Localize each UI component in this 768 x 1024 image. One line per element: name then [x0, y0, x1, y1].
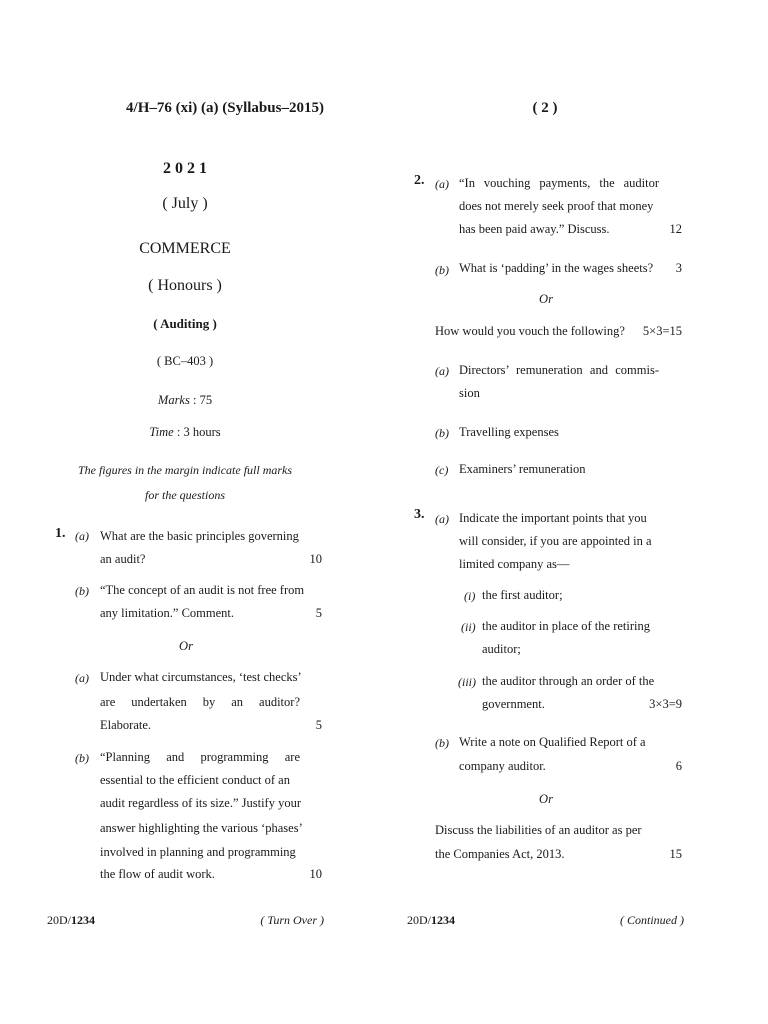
honours-label: ( Honours )	[148, 277, 222, 294]
q2-intro: How would you vouch the following?	[435, 324, 625, 338]
q2b-marks: 3	[675, 261, 682, 275]
paper-code: ( BC–403 )	[156, 354, 214, 368]
q1b2-line-6: the flow of audit work.	[100, 867, 215, 881]
q1a2-line-3: Elaborate.	[100, 718, 152, 732]
question-1-number: 1.	[55, 526, 66, 541]
subject-title: COMMERCE	[139, 240, 231, 257]
q1a-line-1: What are the basic principles governing	[100, 529, 299, 543]
q3a-line-3: limited company as—	[459, 557, 570, 571]
q3c-line-2: the Companies Act, 2013.	[435, 847, 565, 861]
q1a2-label: (a)	[75, 671, 89, 685]
q3a-marks: 3×3=9	[649, 697, 682, 711]
exam-year: 2 0 2 1	[163, 160, 207, 177]
q3a-ii-line-2: auditor;	[482, 642, 521, 656]
q1b-marks: 5	[315, 606, 322, 620]
left-footer-code	[47, 913, 95, 928]
right-footer-code-prefix: 20D/	[407, 913, 431, 927]
marks-value: : 75	[189, 393, 213, 407]
q1-or: Or	[179, 639, 193, 653]
paper-title: ( Auditing )	[153, 316, 217, 331]
q1b-line-2: any limitation.” Comment.	[100, 606, 235, 620]
q3a-ii-label: (ii)	[461, 620, 476, 634]
q2a2-line-2: sion	[459, 386, 480, 400]
time-label: Time	[149, 425, 174, 439]
marks-info	[100, 393, 270, 408]
marks-label: Marks	[157, 393, 190, 407]
q1b2-marks: 10	[309, 867, 322, 881]
q1b2-line-4: answer highlighting the various ‘phases’	[100, 821, 303, 835]
q2a-marks: 12	[669, 222, 682, 236]
q2a-line-3: has been paid away.” Discuss.	[459, 222, 610, 236]
instruction-line-2: for the questions	[145, 488, 225, 502]
q2-or: Or	[539, 292, 553, 306]
q3c-line-1: Discuss the liabilities of an auditor as per	[435, 823, 642, 837]
q1b2-line-1: “Planning and programming are	[100, 750, 300, 764]
q2b-label: (b)	[435, 263, 449, 277]
q3a-i-label: (i)	[464, 589, 476, 603]
q3c-marks: 15	[669, 847, 682, 861]
q3b-marks: 6	[675, 759, 682, 773]
q3a-iii-line-2: government.	[482, 697, 545, 711]
exam-code: 4/H–76 (xi) (a) (Syllabus–2015)	[126, 100, 324, 116]
q3b-label: (b)	[435, 736, 449, 750]
q2-intro-marks: 5×3=15	[642, 324, 682, 338]
q3a-ii-line-1: the auditor in place of the retiring	[482, 619, 650, 633]
q3a-iii-label: (iii)	[458, 675, 476, 689]
q1b2-line-3: audit regardless of its size.” Justify your	[100, 796, 301, 810]
left-footer-code-prefix: 20D/	[47, 913, 71, 927]
left-footer-code-num: 1234	[71, 913, 95, 927]
q2a-line-1: “In vouching payments, the auditor	[459, 176, 659, 190]
time-value: : 3 hours	[173, 425, 221, 439]
q1b-label: (b)	[75, 584, 89, 598]
q2b2-line: Travelling expenses	[459, 425, 559, 439]
q1a-label: (a)	[75, 529, 89, 543]
page-number: ( 2 )	[532, 100, 558, 116]
q3-or: Or	[539, 792, 553, 806]
q1a2-marks: 5	[315, 718, 322, 732]
q2c2-label: (c)	[435, 463, 449, 477]
q3a-label: (a)	[435, 512, 449, 526]
q2a-label: (a)	[435, 177, 449, 191]
question-2-number: 2.	[414, 173, 425, 188]
q1a2-line-2: are undertaken by an auditor?	[100, 695, 300, 709]
right-footer-code-num: 1234	[431, 913, 455, 927]
q1b2-label: (b)	[75, 751, 89, 765]
q2a2-label: (a)	[435, 364, 449, 378]
q2c2-line: Examiners’ remuneration	[459, 462, 586, 476]
instruction-line-1: The figures in the margin indicate full marks	[77, 463, 293, 477]
q3b-line-1: Write a note on Qualified Report of a	[459, 735, 646, 749]
exam-month: ( July )	[162, 195, 208, 212]
q3a-line-2: will consider, if you are appointed in a	[459, 534, 652, 548]
q1a2-line-1: Under what circumstances, ‘test checks’	[100, 670, 302, 684]
q2b2-label: (b)	[435, 426, 449, 440]
q2b-line: What is ‘padding’ in the wages sheets?	[459, 261, 654, 275]
q3a-iii-line-1: the auditor through an order of the	[482, 674, 655, 688]
q3b-line-2: company auditor.	[459, 759, 546, 773]
q1b-line-1: “The concept of an audit is not free from	[100, 583, 305, 597]
q3a-line-1: Indicate the important points that you	[459, 511, 647, 525]
q2a-line-2: does not merely seek proof that money	[459, 199, 654, 213]
q3a-i-line: the first auditor;	[482, 588, 563, 602]
q1b2-line-2: essential to the efficient conduct of an	[100, 773, 290, 787]
q1a-marks: 10	[309, 552, 322, 566]
time-info	[100, 425, 270, 440]
question-3-number: 3.	[414, 507, 425, 522]
turn-over-note: ( Turn Over )	[260, 913, 324, 927]
q1a-line-2: an audit?	[100, 552, 146, 566]
q1b2-line-5: involved in planning and programming	[100, 845, 296, 859]
q2a2-line-1: Directors’ remuneration and commis-	[459, 363, 659, 377]
continued-note: ( Continued )	[620, 913, 684, 927]
right-footer-code	[407, 913, 455, 928]
